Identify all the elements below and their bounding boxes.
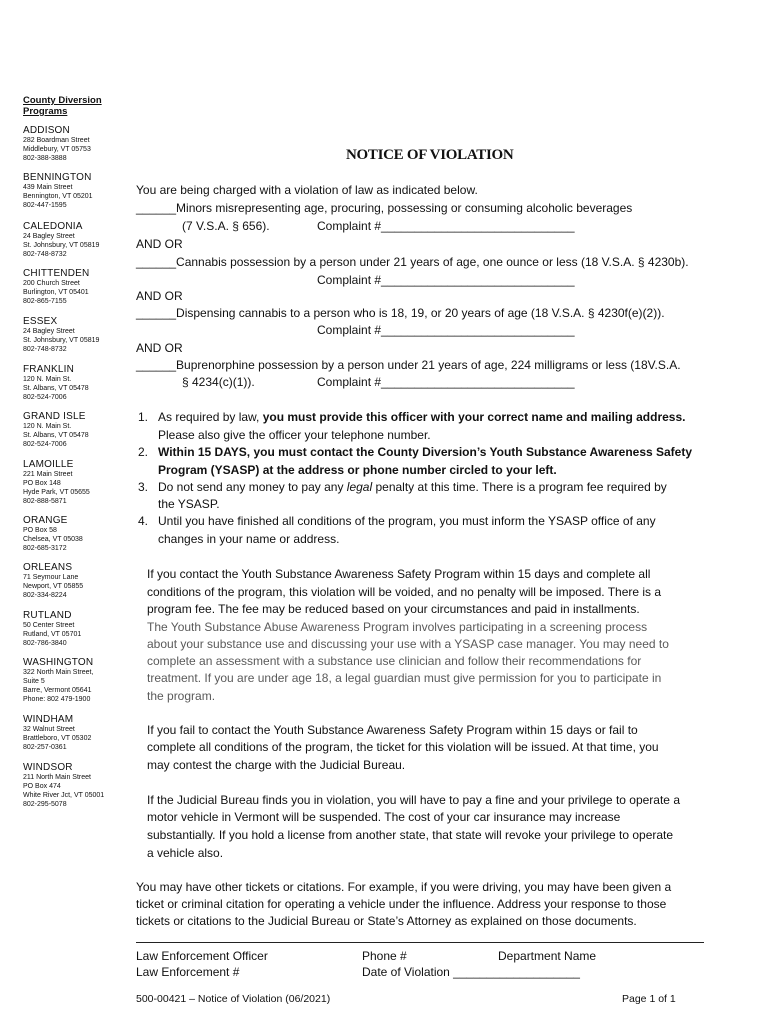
county-address-line: 120 N. Main St. [23, 376, 72, 383]
county-address-line: St. Albans, VT 05478 [23, 385, 89, 392]
paragraph-fail-1: If you fail to contact the Youth Substance Awareness Safety Program within 15 days or fail to [147, 723, 638, 737]
paragraph-fail-2: complete all conditions of the program, the ticket for this violation will be issued. At that time, you [147, 740, 659, 754]
le-number-label: Law Enforcement # [136, 965, 240, 979]
instruction-4-cont: changes in your name or address. [158, 532, 340, 546]
paragraph-voided-3: program fee. The fee may be reduced based on your circumstances and paid in installments. [147, 602, 640, 616]
intro-text: You are being charged with a violation of law as indicated below. [136, 183, 478, 197]
paragraph-fail-3: may contest the charge with the Judicial Bureau. [147, 758, 406, 772]
complaint-number-2: Complaint #_____________________________ [317, 273, 575, 287]
complaint-number-3: Complaint #_____________________________ [317, 323, 575, 337]
county-name: GRAND ISLE [23, 411, 86, 422]
program-description-1: The Youth Substance Abuse Awareness Program involves participating in a screening process [147, 620, 648, 634]
county-address-line: 322 North Main Street, [23, 669, 94, 676]
signature-rule [136, 942, 704, 943]
paragraph-judicial-3: substantially. If you hold a license from another state, that state will revoke your privilege to operate [147, 828, 674, 842]
county-name: FRANKLIN [23, 364, 75, 375]
county-address-line: Hyde Park, VT 05655 [23, 489, 90, 496]
county-address-line: 802-388-3888 [23, 155, 67, 162]
county-entry [23, 515, 135, 553]
county-address-line: 802-888-5871 [23, 498, 67, 505]
county-address-line: 802-748-8732 [23, 346, 67, 353]
paragraph-other-tickets-2: ticket or criminal citation for operating a vehicle under the influence. Address your response to those [136, 897, 667, 911]
instruction-1-cont: Please also give the officer your telephone number. [158, 428, 431, 442]
instruction-3-cont: the YSASP. [158, 497, 220, 511]
instruction-3-number: 3. [138, 480, 149, 494]
county-directory [23, 95, 135, 127]
instruction-2: Within 15 DAYS, you must contact the County Diversion’s Youth Substance Awareness Safety [158, 445, 693, 459]
instruction-1-emphasis: you must provide this officer with your correct name and mailing address. [262, 410, 686, 424]
instruction-1-lead: As required by law, [158, 410, 263, 424]
county-entry [23, 221, 135, 259]
county-name: WINDHAM [23, 714, 74, 725]
county-address-line: 802-865-7155 [23, 298, 67, 305]
county-address-line: 200 Church Street [23, 280, 80, 287]
instruction-4-number: 4. [138, 514, 149, 528]
county-entry [23, 411, 135, 449]
county-entry [23, 459, 135, 506]
county-address-line: PO Box 474 [23, 783, 61, 790]
and-or-2: AND OR [136, 289, 183, 303]
violation-buprenorphine: ______Buprenorphine possession by a person under 21 years of age, 224 milligrams or less (18V.S.A. [136, 358, 681, 372]
county-address-line: White River Jct, VT 05001 [23, 792, 105, 799]
county-address-line: 221 Main Street [23, 471, 73, 478]
instruction-3 [158, 479, 667, 495]
county-address-line: 439 Main Street [23, 184, 73, 191]
county-address-line: 71 Seymour Lane [23, 574, 79, 581]
county-entry [23, 562, 135, 600]
county-entry [23, 657, 135, 704]
and-or-3: AND OR [136, 341, 183, 355]
county-address-line: 24 Bagley Street [23, 328, 75, 335]
violation-cannabis-possession: ______Cannabis possession by a person under 21 years of age, one ounce or less (18 V.S.A. § 4230b). [136, 255, 689, 269]
and-or-1: AND OR [136, 237, 183, 251]
county-address-line: 802-334-8224 [23, 592, 67, 599]
instruction-3-lead: Do not send any money to pay any [158, 480, 347, 494]
county-address-line: PO Box 148 [23, 480, 61, 487]
notice-title: NOTICE OF VIOLATION [346, 147, 514, 163]
county-address-line: 802-685-3172 [23, 545, 67, 552]
county-entry [23, 316, 135, 354]
county-entry [23, 610, 135, 648]
county-address-line: 211 North Main Street [23, 774, 91, 781]
paragraph-voided-2: conditions of the program, this violation will be voided, and no penalty will be imposed. There is a [147, 585, 662, 599]
violation-alcohol-statute: (7 V.S.A. § 656). [182, 219, 270, 233]
page-number: Page 1 of 1 [622, 993, 676, 1005]
county-address-line: 120 N. Main St. [23, 423, 72, 430]
paragraph-judicial-4: a vehicle also. [147, 846, 224, 860]
paragraph-other-tickets-3: tickets or citations to the Judicial Bureau or State’s Attorney as explained on those documents. [136, 914, 637, 928]
date-of-violation-field: Date of Violation ___________________ [362, 965, 580, 979]
county-name: RUTLAND [23, 610, 72, 621]
paragraph-judicial-1: If the Judicial Bureau finds you in violation, you will have to pay a fine and your privilege to operate a [147, 793, 680, 807]
county-name: CALEDONIA [23, 221, 83, 232]
county-name: ORANGE [23, 515, 68, 526]
instruction-2-number: 2. [138, 445, 149, 459]
county-entry [23, 172, 135, 210]
county-address-line: 802-524-7006 [23, 394, 67, 401]
instruction-1-number: 1. [138, 410, 149, 424]
instruction-1 [158, 409, 685, 425]
officer-label: Law Enforcement Officer [136, 949, 268, 963]
county-address-line: Chelsea, VT 05038 [23, 536, 83, 543]
county-address-line: 802-786-3840 [23, 640, 67, 647]
county-entry [23, 762, 135, 809]
paragraph-other-tickets-1: You may have other tickets or citations. For example, if you were driving, you may have been given a [136, 880, 672, 894]
complaint-number-1: Complaint #_____________________________ [317, 219, 575, 233]
program-description-3: complete an assessment with a substance use clinician and follow their recommendations for [147, 654, 642, 668]
violation-cannabis-dispensing: ______Dispensing cannabis to a person who is 18, 19, or 20 years of age (18 V.S.A. § 4230f(e)(2)). [136, 306, 665, 320]
county-address-line: St. Albans, VT 05478 [23, 432, 89, 439]
county-name: ORLEANS [23, 562, 73, 573]
program-description-5: the program. [147, 689, 216, 703]
county-address-line: Barre, Vermont 05641 [23, 687, 92, 694]
county-address-line: 24 Bagley Street [23, 233, 75, 240]
phone-label: Phone # [362, 949, 407, 963]
complaint-number-4: Complaint #_____________________________ [317, 375, 575, 389]
instruction-3-legal: legal [346, 480, 373, 494]
violation-alcohol: ______Minors misrepresenting age, procuring, possessing or consuming alcoholic beverages [136, 201, 633, 215]
instruction-4: Until you have finished all conditions of the program, you must inform the YSASP office of any [158, 514, 656, 528]
form-id: 500-00421 – Notice of Violation (06/2021) [136, 993, 331, 1005]
paragraph-judicial-2: motor vehicle in Vermont will be suspended. The cost of your car insurance may increase [147, 810, 621, 824]
program-description-2: about your substance use and discussing your use with a YSASP case manager. You may need to [147, 637, 669, 651]
program-description-4: treatment. If you are under age 18, a legal guardian must give permission for you to participate in [147, 671, 662, 685]
county-address-line: Brattleboro, VT 05302 [23, 735, 92, 742]
county-entry [23, 364, 135, 402]
county-name: BENNINGTON [23, 172, 92, 183]
county-address-line: 802-447-1595 [23, 202, 67, 209]
county-address-line: St. Johnsbury, VT 05819 [23, 242, 100, 249]
directory-heading: County Diversion Programs [23, 95, 102, 117]
county-address-line: 32 Walnut Street [23, 726, 75, 733]
county-address-line: Middlebury, VT 05753 [23, 146, 91, 153]
county-address-line: Suite 5 [23, 678, 45, 685]
county-name: LAMOILLE [23, 459, 74, 470]
county-entry [23, 268, 135, 306]
county-address-line: Burlington, VT 05401 [23, 289, 89, 296]
county-name: ADDISON [23, 125, 70, 136]
county-name: ESSEX [23, 316, 58, 327]
county-entry [23, 125, 135, 163]
county-address-line: 282 Boardman Street [23, 137, 90, 144]
department-label: Department Name [498, 949, 597, 963]
county-address-line: St. Johnsbury, VT 05819 [23, 337, 100, 344]
violation-buprenorphine-statute: § 4234(c)(1)). [182, 375, 255, 389]
county-address-line: Newport, VT 05855 [23, 583, 84, 590]
county-address-line: 802-257-0361 [23, 744, 67, 751]
county-address-line: Rutland, VT 05701 [23, 631, 82, 638]
county-name: CHITTENDEN [23, 268, 90, 279]
county-address-line: PO Box 58 [23, 527, 57, 534]
county-address-line: Phone: 802 479-1900 [23, 696, 91, 703]
county-name: WASHINGTON [23, 657, 94, 668]
county-name: WINDSOR [23, 762, 73, 773]
county-entry [23, 714, 135, 752]
county-address-line: 50 Center Street [23, 622, 75, 629]
instruction-3-tail: penalty at this time. There is a program fee required by [372, 480, 667, 494]
county-address-line: Bennington, VT 05201 [23, 193, 93, 200]
instruction-2-cont: Program (YSASP) at the address or phone number circled to your left. [158, 463, 557, 477]
county-address-line: 802-295-5078 [23, 801, 67, 808]
county-address-line: 802-524-7006 [23, 441, 67, 448]
paragraph-voided-1: If you contact the Youth Substance Awareness Safety Program within 15 days and complete all [147, 567, 651, 581]
county-address-line: 802-748-8732 [23, 251, 67, 258]
